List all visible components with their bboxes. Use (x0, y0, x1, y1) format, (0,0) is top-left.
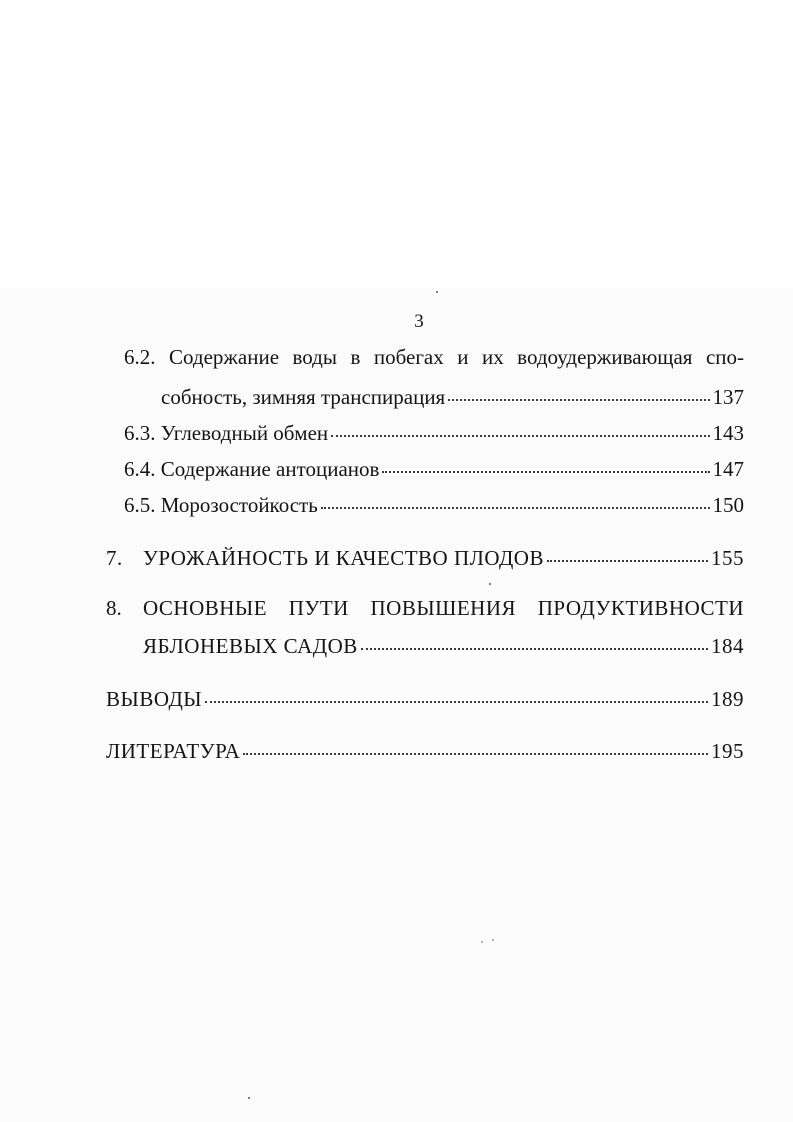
dot-leader (361, 648, 708, 650)
entry-title-line2: собность, зимняя транспирация (161, 385, 446, 409)
toc-chapter-8-line1 (106, 596, 744, 621)
chapter-page: 184 (711, 634, 744, 658)
dot-leader (448, 399, 709, 401)
entry-number: 6.2. (124, 345, 156, 369)
entry-page: 143 (712, 421, 744, 445)
dot-leader (547, 560, 708, 562)
scan-speck (248, 1097, 250, 1099)
section-page: 195 (711, 739, 744, 763)
entry-title: Морозостойкость (160, 493, 318, 517)
toc-entry-6-3[interactable] (124, 421, 744, 446)
toc-literature[interactable] (106, 739, 744, 764)
dot-leader (331, 435, 709, 437)
toc-conclusions[interactable] (106, 687, 744, 712)
toc-entry-6-5[interactable] (124, 493, 744, 518)
dot-leader (382, 471, 709, 473)
scan-speck (436, 291, 438, 293)
chapter-number: 8. (106, 596, 122, 620)
section-page: 189 (711, 687, 744, 711)
entry-page: 147 (712, 457, 744, 481)
scan-speck (492, 939, 494, 941)
toc-entry-6-2-line1 (124, 345, 744, 370)
toc-chapter-7[interactable] (106, 546, 744, 571)
entry-title-line1: Содержание воды в побегах и их водоудерживающая спо- (168, 345, 744, 369)
dot-leader (205, 701, 708, 703)
chapter-title: УРОЖАЙНОСТЬ И КАЧЕСТВО ПЛОДОВ (143, 546, 544, 570)
entry-number: 6.3. (124, 421, 156, 445)
entry-title: Содержание антоцианов (160, 457, 380, 481)
entry-number: 6.4. (124, 457, 156, 481)
page-number: 3 (414, 311, 424, 332)
chapter-title-line1: ОСНОВНЫЕ ПУТИ ПОВЫШЕНИЯ ПРОДУКТИВНОСТИ (143, 596, 744, 620)
scan-speck (489, 583, 491, 585)
dot-leader (321, 507, 710, 509)
dot-leader (243, 753, 708, 755)
entry-title: Углеводный обмен (160, 421, 329, 445)
section-title: ЛИТЕРАТУРА (106, 739, 241, 763)
entry-page: 150 (712, 493, 744, 517)
chapter-title-line2: ЯБЛОНЕВЫХ САДОВ (143, 634, 358, 658)
chapter-number: 7. (106, 546, 123, 570)
toc-entry-6-2-line2[interactable] (161, 385, 744, 410)
scan-speck (481, 941, 483, 943)
entry-number: 6.5. (124, 493, 156, 517)
toc-chapter-8-line2[interactable] (143, 634, 744, 659)
section-title: ВЫВОДЫ (106, 687, 203, 711)
toc-entry-6-4[interactable] (124, 457, 744, 482)
entry-page: 137 (712, 385, 744, 409)
chapter-page: 155 (711, 546, 744, 570)
